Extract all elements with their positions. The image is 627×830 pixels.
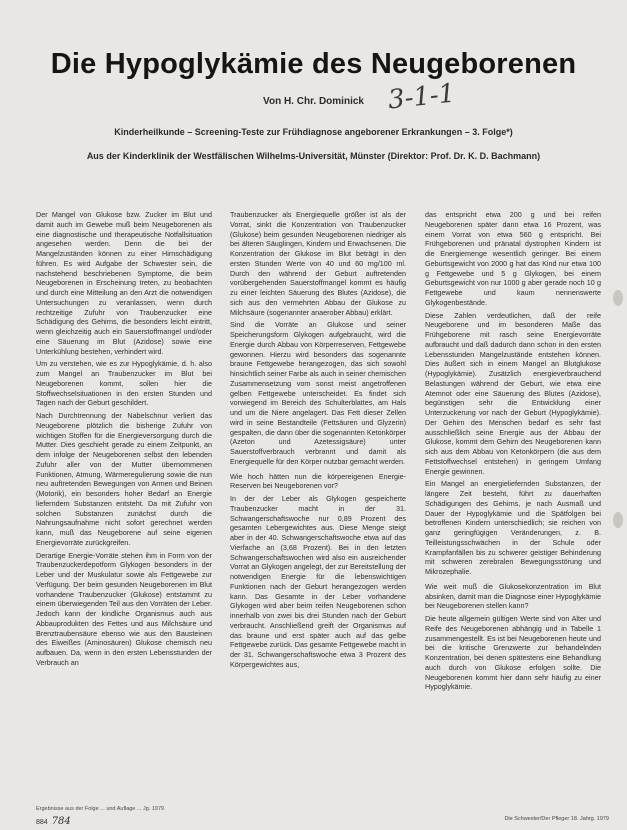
- page-number-text: 884: [36, 819, 48, 826]
- question-paragraph: Wie hoch hätten nun die körpereigenen Energie-Reserven bei Neugeborenen vor?: [230, 471, 406, 491]
- paragraph: Diese Zahlen verdeutlichen, daß der reife Neugeborene und im besonderen Maße das Frühgeborene mit rasch seine Energievorräte aufbraucht und daß dadurch dann schon in den ersten Lebensstunden Mangelzustände entstehen können. Dies äußert sich in einem Mangel an Blutglukose (Hypoglykämie). Zusätzlich energieverbrauchend Belastungen während der Geburt, wie etwa eine Atemnot oder eine Säuerung des Blutes (Azidose), begünstigen sehr die Entwicklung einer Unterzuckerung vor nach der Geburt (Hypoglykämie). Der Gehirn des Menschen bedarf es sehr fast ausschließlich seine Energie aus der Abbau der Glukose, kommt dem Gehirn des Neugeborenen kann sich aus dem Abbau von Ketonkörpern (die aus dem Fettstoffwechsel entstehen) in geringem Umfang Energie gewinnen.: [425, 310, 601, 476]
- paragraph: Traubenzucker als Energiequelle größer ist als der Vorrat, sinkt die Konzentration von Traubenzucker (Glukose) beim gesunden Neugeborenen niedriger als bei älteren Säuglingen, Kindern und Erwachsenen. Die Konzentration der Glukose im Blut beträgt in den ersten Stunden Werte von 40 und 60 mg/100 ml. Durch den während der Geburt auftretenden vorübergehenden Sauerstoffmangel kommt es häufig zu einer leichten Säuerung des Blutes (Azidose), die sich aus den vermehrten Abbau der Glukose zu Milchsäure (sogenannter anaerober Abbau) erklärt.: [230, 210, 406, 317]
- punch-hole-top: [613, 290, 623, 306]
- paragraph: Um zu verstehen, wie es zur Hypoglykämie, d. h. also zum Mangel an Traubenzucker im Blut bei Neugeborenen kommt, sollen hier die Stoffwechselsituationen in den ersten Stunden und Tagen nach der Geburt geschildert.: [36, 359, 212, 408]
- paragraph: Derartige Energie-Vorräte stehen ihm in Form von der Traubenzuckerdepotform Glykogen besonders in der Leber und der Muskulatur sowie als Fettgewebe zur Verfügung. Der beim gesunden Neugeborenen im Blut vorhandene Traubenzucker (Glukose) entstammt zu einem überwiegenden Teil aus den Vorräten der Leber. Jedoch kann der kindliche Organismus auch aus Abbauprodukten des Fettes und aus Milchsäure und Brenztraubensäure ebenso wie aus den Bausteinen des Eiweißes (Aminosäuren) Glukose chemisch neu aufbauen. Da, wenn in den ersten Lebensstunden der Verbrauch an: [36, 550, 212, 667]
- handwritten-page-number: 784: [51, 816, 71, 827]
- affiliation-line: Aus der Kinderklinik der Westfälischen Wilhelms-Universität, Münster (Direktor: Prof. Dr. K. D. Bachmann): [86, 151, 541, 161]
- handwritten-note: 3-1-1: [386, 78, 457, 116]
- text-column-3: [425, 210, 601, 805]
- paragraph: Die heute allgemein gültigen Werte sind von Alter und Reife des Neugeborenen abhängig und in Tabelle 1 zusammengestellt. Es ist bei Neugeborenen heute und bei die kritische Grenzwerte zur behandelnden Konzentration, bei denen spätestens eine Behandlung auch durch von Glukose erfolgen sollte. Die Neugeborenen kommt hier dann sehr häufig zu einer Hypoglykämie.: [425, 614, 601, 692]
- page-number: [36, 816, 71, 827]
- paragraph: das entspricht etwa 200 g und bei reifen Neugeborenen später dann etwa 16 Prozent, was einem Vorrat von etwa 560 g entspricht. Bei Frühgeborenen und pränatal dystrophen Kindern ist die Energiemenge wesentlich geringer. Bei einem Geburtsgewicht von 2000 g hat das Kind nur etwa 100 g Fettgewebe und 5 g Glykogen, bei einem Geburtsgewicht von nur 1000 g aber gerade noch 10 g Fettgewebe und kaum nennenswerte Glykogenbestände.: [425, 210, 601, 307]
- author-line: Von H. Chr. Dominick: [263, 96, 364, 107]
- paragraph: Ein Mangel an energieliefernden Substanzen, der längere Zeit besteht, führt zu dauerhaften Schädigungen des Gehirns, je nach Ausmaß und Dauer der Hypoglykämie und die Spätfolgen bei betroffenen Kindern unterschiedlich; sie reichen von ganz geringfügigen Veränderungen, z. B. Teilleistungsschwächen in der Schule oder Krampfanfällen bis zu schwerer geistiger Behinderung mit schweren zerebralen Bewegungsstörung und Mikrozephalie.: [425, 479, 601, 576]
- series-subtitle: Kinderheilkunde – Screening-Teste zur Frühdiagnose angeborener Erkrankungen – 3. Folge*): [114, 127, 513, 137]
- punch-hole-bottom: [613, 512, 623, 528]
- paragraph: Sind die Vorräte an Glukose und seiner Speicherungsform Glykogen aufgebraucht, wird die Energie durch Abbau von Körperreserven, Fettgewebe gewonnen. Hierzu wird besonders das sogenannte braune Fettgewebe herangezogen, das sich sowohl hinsichtlich seiner Farbe als auch in seiner chemischen Zusammensetzung vom sonst meist angetroffenen gelben Fettgewebe unterscheidet. Es findet sich vorwiegend im Bereich des Schulterblattes, am Hals und um die Niere angelagert. Das Fett dieser Zellen wird in seine Bestandteile (Fettsäuren und Glyzerin) gespalten, die dann über die sogenannten Ketonkörper (Azeton und Azetessigsäure) unter Sauerstoffverbrauch verbrannt und damit als Energiequelle für den Körper nutzbar gemacht werden.: [230, 320, 406, 466]
- journal-reference: Die Schwester/Der Pfleger 18. Jahrg. 1979: [504, 816, 609, 822]
- text-column-2: [230, 210, 406, 805]
- text-column-1: [36, 210, 212, 805]
- article-title: Die Hypoglykämie des Neugeborenen: [50, 48, 577, 80]
- paragraph: In der der Leber als Glykogen gespeicherte Traubenzucker macht in der 31. Schwangerschaftswoche nur 0,89 Prozent des gesamten Lebergewichtes aus. Diese Menge steigt aber in der 40. Schwangerschaftswoche etwa auf das Vierfache an (3,68 Prozent). Bei in den letzten Schwangerschaftswochen wird also ein ausreichender Vorrat an Glykogen angelegt, der zur Bereitstellung der notwendigen Energie für die lebenswichtigen Funktionen nach der Geburt herangezogen werden kann. Das Gesamte in der Leber vorhandene Glykogen wird aber beim reifen Neugeborenen schon innerhalb von zwei bis drei Stunden nach der Geburt verbraucht. Anschließend greift der Organismus auf das braune und erst später auch auf das gelbe Fettgewebe zurück. Das gesamte Fettgewebe macht in der 31. Schwangerschaftswoche etwa 3 Prozent des Körpergewichtes aus,: [230, 494, 406, 669]
- question-paragraph: Wie weit muß die Glukosekonzentration im Blut absinken, damit man die Diagnose einer Hypoglykämie bei Neugeborenen stellen kann?: [425, 581, 601, 611]
- footnote: Ergebnisse aus der Folge ... und Auflage ... Jg. 1979: [36, 806, 165, 812]
- paragraph: Der Mangel von Glukose bzw. Zucker im Blut und damit auch im Gewebe muß beim Neugeborenen als eine diagnostische und therapeutische Notfallsituation angesehen werden. Denn die bei der Mangelzuständen können zu einer Hirnschädigung führen. Es wird Aufgabe der Schwester sein, die nachstehend beschriebenen Symptome, die beim Neugeborenen in Erscheinung treten, zu beobachten und durch eine Mitteilung an den Arzt die notwendigen Untersuchungen zu veranlassen, wenn durch rechtzeitige Zufuhr von Traubenzucker eine Schädigung des Gehirns, die besonders leicht eintritt, wenn gleichzeitig auch ein Sauerstoffmangel und/oder eine Säuerung im Blut (Azidose) sowie eine Unterkühlung bestehen, verhindert wird.: [36, 210, 212, 356]
- paragraph: Nach Durchtrennung der Nabelschnur verliert das Neugeborene plötzlich die bisherige Zufuhr von wichtigen Stoffen für die Energieversorgung durch die Mutter. Dies geschieht gerade zu einem Zeitpunkt, an dem infolge der Neugeborenen selbst den lebenden Zufuhr aller von der Mutter übernommenen Funktionen, Atmung, Wärmeregulierung sowie die nun neu auftretenden Bewegungen von Armen und Beinen (Motorik), ein besonders hoher Bedarf an Energie lieferndem Substanzen entsteht. Da mit Zufuhr von solchen Substanzen zunächst durch die Nahrungsaufnahme nicht sofort gerechnet werden kann, muß das Neugeborene auf seine eigenen Energievorräte zurückgreifen.: [36, 411, 212, 547]
